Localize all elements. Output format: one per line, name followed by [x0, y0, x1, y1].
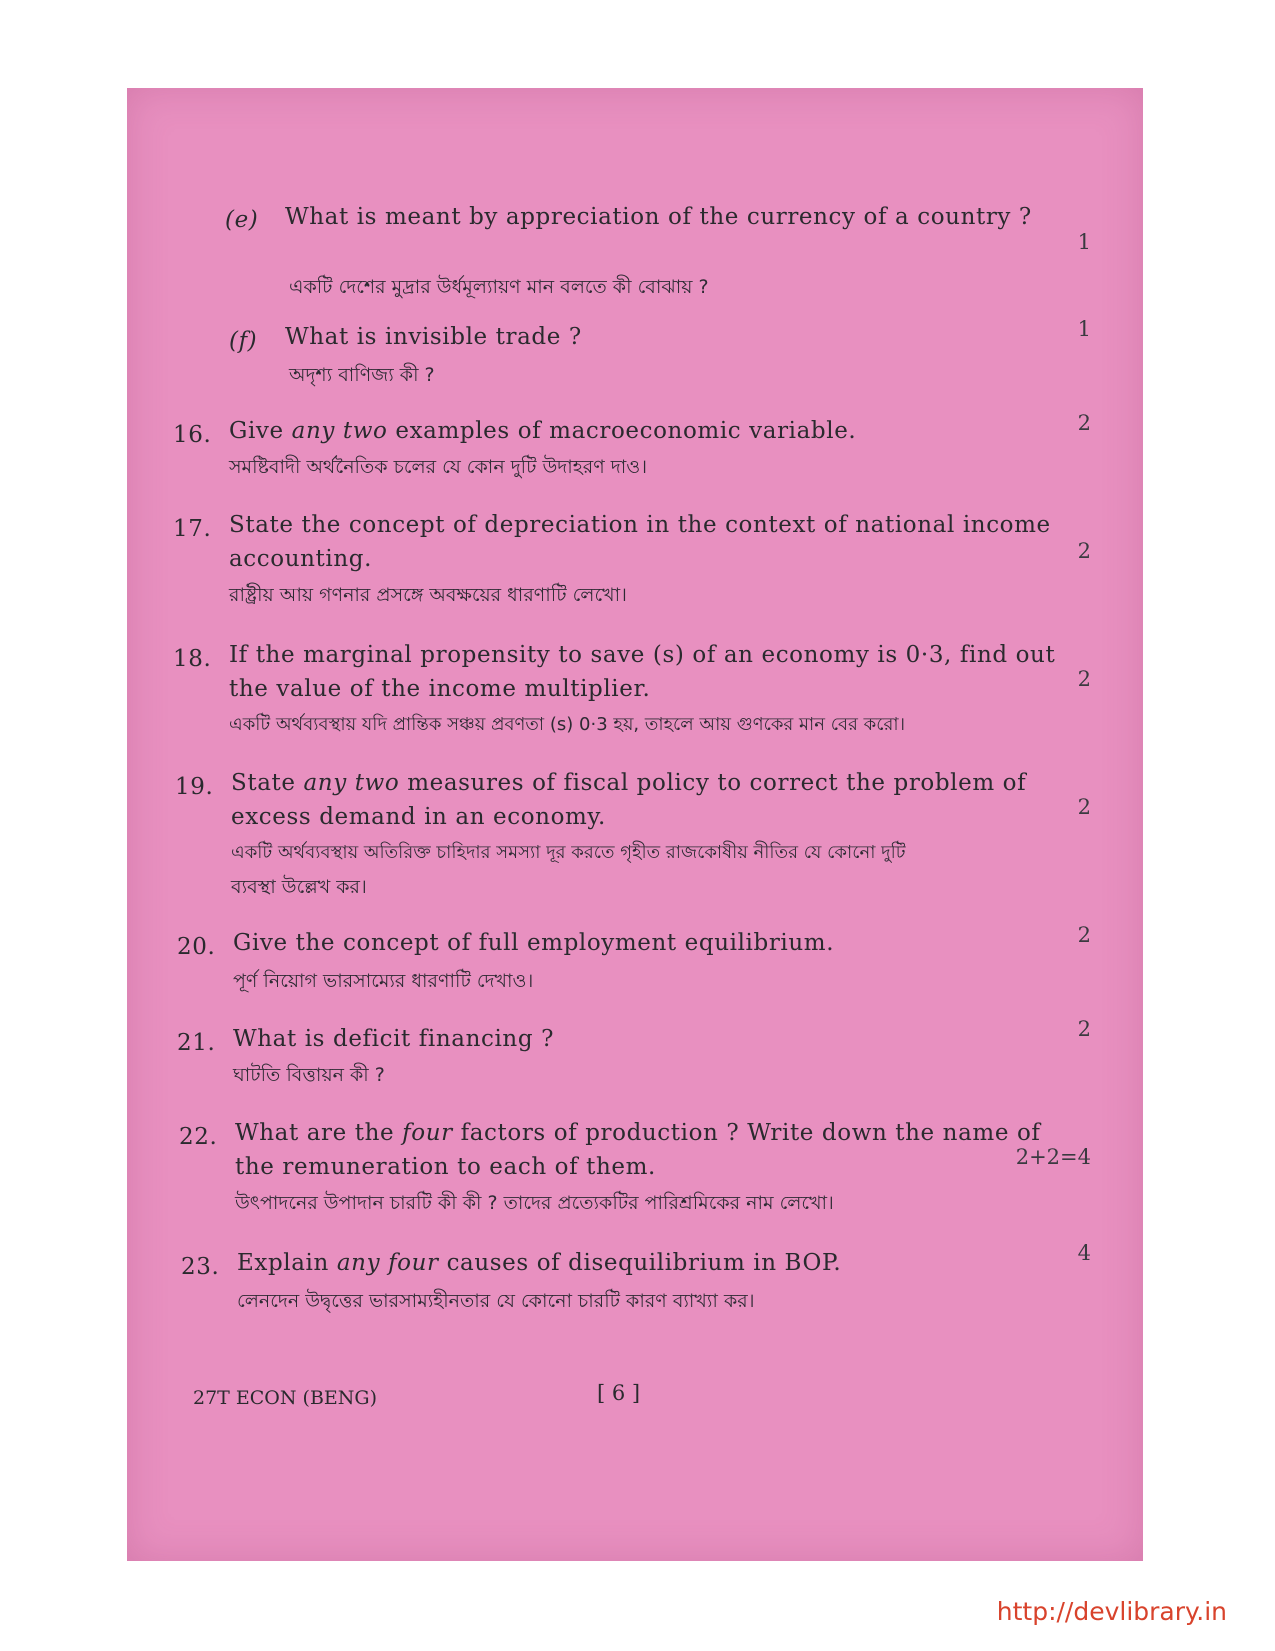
question-text-bn: সমষ্টিবাদী অর্থনৈতিক চলের যে কোন দুটি উদাহরণ দাও।	[229, 456, 648, 478]
question-text-bn: ঘাটতি বিত্তায়ন কী ?	[233, 1064, 385, 1086]
question-number: 19.	[175, 774, 214, 800]
page-number: [ 6 ]	[597, 1381, 641, 1405]
question-text-en: State the concept of depreciation in the context of national income	[229, 512, 1051, 538]
question-text-en: What is meant by appreciation of the currency of a country ?	[285, 204, 1032, 230]
question-text-bn: একটি দেশের মুদ্রার উর্ধমূল্যায়ণ মান বলতে কী বোঝায় ?	[289, 276, 709, 298]
question-text-en: What is deficit financing ?	[233, 1026, 555, 1052]
question-marks: 2	[1077, 667, 1091, 691]
question-text-en: What are the four factors of production ? Write down the name of	[235, 1120, 1041, 1146]
question-number: (e)	[225, 207, 259, 233]
question-number: 20.	[177, 934, 216, 960]
question-text-bn: লেনদেন উদ্বৃত্তের ভারসাম্যহীনতার যে কোনো চারটি কারণ ব্যাখ্যা কর।	[237, 1290, 755, 1312]
question-text-en: Explain any four causes of disequilibrium in BOP.	[237, 1250, 842, 1276]
question-number: 16.	[173, 422, 212, 448]
question-text-en: Give any two examples of macroeconomic variable.	[229, 418, 857, 444]
question-text-en: If the marginal propensity to save (s) of an economy is 0·3, find out	[229, 642, 1056, 668]
question-number: (f)	[229, 328, 258, 354]
question-text-bn: পূর্ণ নিয়োগ ভারসাম্যের ধারণাটি দেখাও।	[233, 970, 534, 992]
paper-code: 27T ECON (BENG)	[193, 1387, 377, 1409]
question-number: 18.	[173, 646, 212, 672]
question-list	[127, 88, 1143, 1561]
question-number: 21.	[177, 1030, 216, 1056]
question-marks: 4	[1077, 1241, 1091, 1265]
question-text-en-cont: excess demand in an economy.	[231, 804, 606, 830]
question-number: 22.	[179, 1124, 218, 1150]
question-marks: 1	[1077, 317, 1091, 341]
question-text-bn: অদৃশ্য বাণিজ্য কী ?	[289, 364, 435, 386]
question-text-en-cont: the value of the income multiplier.	[229, 676, 651, 702]
question-text-bn: রাষ্ট্রীয় আয় গণনার প্রসঙ্গে অবক্ষয়ের ধারণাটি লেখো।	[229, 584, 627, 606]
question-text-bn: উৎপাদনের উপাদান চারটি কী কী ? তাদের প্রত্যেকটির পারিশ্রমিকের নাম লেখো।	[235, 1192, 834, 1214]
question-marks: 2	[1077, 923, 1091, 947]
question-text-bn: একটি অর্থব্যবস্থায় অতিরিক্ত চাহিদার সমস্যা দূর করতে গৃহীত রাজকোষীয় নীতির যে কোনো দুটি	[231, 842, 906, 863]
question-text-en-cont: accounting.	[229, 546, 372, 572]
question-marks: 1	[1077, 230, 1091, 254]
source-link[interactable]: http://devlibrary.in	[996, 1597, 1227, 1626]
question-number: 17.	[173, 516, 212, 542]
question-marks: 2	[1077, 411, 1091, 435]
question-text-en: What is invisible trade ?	[285, 324, 582, 350]
question-text-en: State any two measures of fiscal policy to correct the problem of	[231, 770, 1027, 796]
question-text-bn: একটি অর্থব্যবস্থায় যদি প্রান্তিক সঞ্চয় প্রবণতা (s) 0·3 হয়, তাহলে আয় গুণকের মান বের করো।	[229, 714, 906, 735]
question-text-en-cont: the remuneration to each of them.	[235, 1154, 656, 1180]
question-marks: 2+2=4	[1015, 1145, 1091, 1169]
question-marks: 2	[1077, 795, 1091, 819]
question-text-en: Give the concept of full employment equilibrium.	[233, 930, 835, 956]
exam-page	[127, 88, 1143, 1561]
question-text-bn-cont: ব্যবস্থা উল্লেখ কর।	[231, 876, 367, 898]
question-marks: 2	[1077, 539, 1091, 563]
question-number: 23.	[181, 1254, 220, 1280]
question-marks: 2	[1077, 1017, 1091, 1041]
